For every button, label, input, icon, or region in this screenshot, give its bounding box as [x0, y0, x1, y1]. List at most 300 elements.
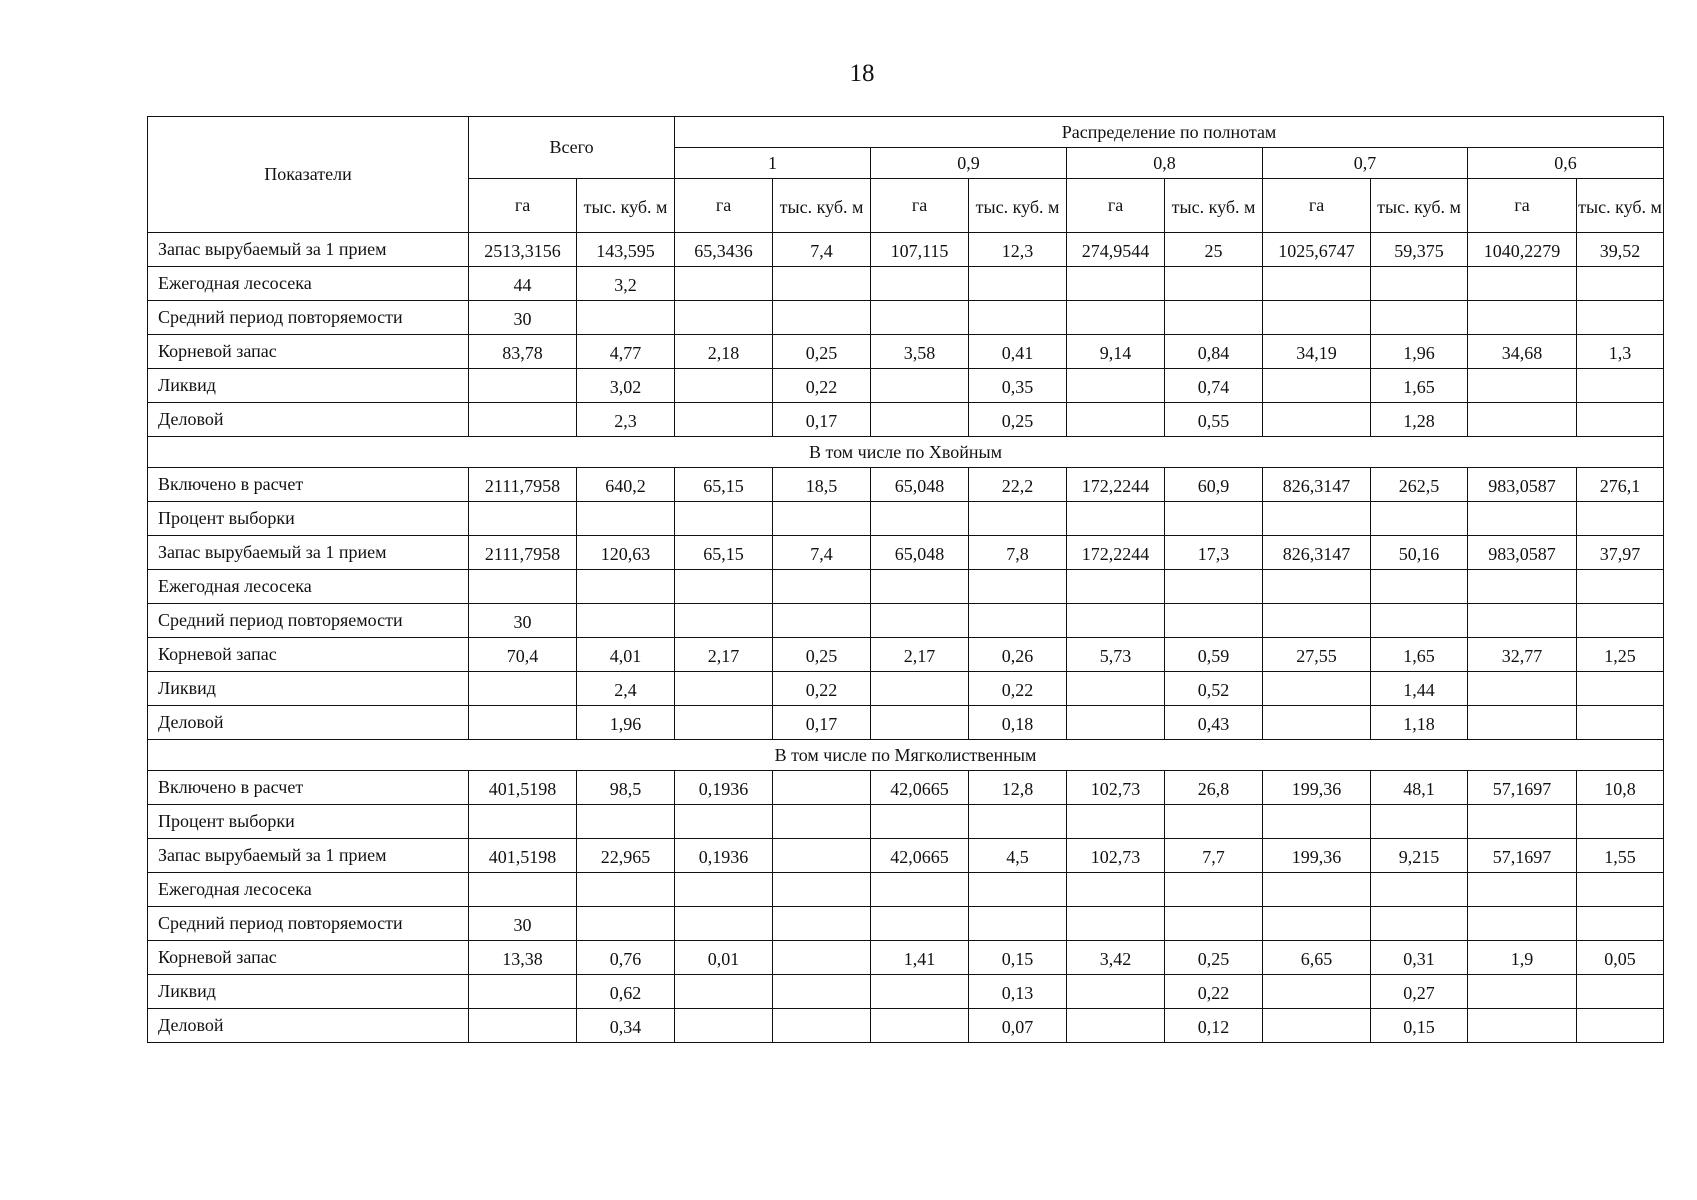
table-cell: 65,3436: [675, 233, 773, 267]
table-cell: [871, 873, 969, 907]
table-cell: 2,17: [871, 638, 969, 672]
table-cell: 9,14: [1067, 335, 1165, 369]
table-cell: [1067, 570, 1165, 604]
table-cell: 0,01: [675, 941, 773, 975]
table-cell: [1067, 267, 1165, 301]
table-cell: [469, 369, 577, 403]
table-cell: [577, 805, 675, 839]
table-cell: 22,965: [577, 839, 675, 873]
table-cell: [1577, 706, 1664, 740]
table-row: [148, 771, 1664, 805]
table-cell: 0,17: [773, 403, 871, 437]
table-cell: 59,375: [1371, 233, 1468, 267]
table-cell: [1468, 805, 1577, 839]
forest-stock-table: [147, 116, 1664, 1043]
table-cell: 2,17: [675, 638, 773, 672]
table-cell: [469, 975, 577, 1009]
unit-area: га: [1067, 179, 1165, 233]
table-cell: 65,15: [675, 468, 773, 502]
table-cell: 172,2244: [1067, 468, 1165, 502]
table-cell: 401,5198: [469, 839, 577, 873]
table-cell: 0,76: [577, 941, 675, 975]
table-cell: [1165, 267, 1263, 301]
table-cell: [1577, 907, 1664, 941]
table-cell: [871, 975, 969, 1009]
table-cell: [871, 570, 969, 604]
table-cell: 0,07: [969, 1009, 1067, 1043]
table-cell: [1468, 403, 1577, 437]
table-cell: 401,5198: [469, 771, 577, 805]
table-cell: [1468, 672, 1577, 706]
table-cell: [1371, 301, 1468, 335]
table-cell: [1263, 672, 1371, 706]
table-cell: 0,25: [969, 403, 1067, 437]
table-cell: 0,22: [773, 672, 871, 706]
table-cell: 0,25: [773, 638, 871, 672]
table-cell: [1067, 975, 1165, 1009]
table-cell: [1263, 267, 1371, 301]
table-cell: 57,1697: [1468, 771, 1577, 805]
table-cell: 0,22: [773, 369, 871, 403]
table-cell: 1025,6747: [1263, 233, 1371, 267]
header-total: Всего: [469, 117, 675, 179]
table-row: [148, 907, 1664, 941]
table-cell: 42,0665: [871, 771, 969, 805]
table-cell: 7,7: [1165, 839, 1263, 873]
table-cell: [469, 805, 577, 839]
table-cell: 143,595: [577, 233, 675, 267]
table-cell: [1263, 1009, 1371, 1043]
table-cell: [1577, 672, 1664, 706]
row-label: Деловой: [148, 706, 469, 740]
table-cell: [1468, 907, 1577, 941]
unit-area: га: [1468, 179, 1577, 233]
row-label: Деловой: [148, 1009, 469, 1043]
table-cell: [871, 502, 969, 536]
table-cell: [1165, 907, 1263, 941]
row-label: Запас вырубаемый за 1 прием: [148, 233, 469, 267]
table-row: [148, 233, 1664, 267]
table-cell: [675, 672, 773, 706]
table-cell: 0,84: [1165, 335, 1263, 369]
table-cell: [577, 873, 675, 907]
table-cell: [1371, 267, 1468, 301]
table-cell: 0,59: [1165, 638, 1263, 672]
row-label: Средний период повторяемости: [148, 301, 469, 335]
table-cell: 1,55: [1577, 839, 1664, 873]
section-row: [148, 740, 1664, 771]
table-cell: 0,1936: [675, 771, 773, 805]
unit-volume: тыс. куб. м: [577, 179, 675, 233]
table-cell: [469, 502, 577, 536]
table-row: [148, 672, 1664, 706]
table-cell: 1,65: [1371, 638, 1468, 672]
table-cell: 2111,7958: [469, 468, 577, 502]
table-cell: 0,15: [1371, 1009, 1468, 1043]
table-cell: 1,44: [1371, 672, 1468, 706]
table-cell: [773, 502, 871, 536]
table-cell: [773, 301, 871, 335]
table-row: [148, 570, 1664, 604]
table-cell: 0,18: [969, 706, 1067, 740]
table-cell: [871, 907, 969, 941]
table-cell: 3,58: [871, 335, 969, 369]
table-row: [148, 468, 1664, 502]
table-cell: [773, 975, 871, 1009]
unit-area: га: [1263, 179, 1371, 233]
table-row: [148, 369, 1664, 403]
table-cell: 107,115: [871, 233, 969, 267]
table-cell: 27,55: [1263, 638, 1371, 672]
table-cell: [469, 1009, 577, 1043]
table-cell: [871, 805, 969, 839]
table-cell: 37,97: [1577, 536, 1664, 570]
table-cell: [1468, 1009, 1577, 1043]
table-cell: [773, 873, 871, 907]
table-cell: [871, 301, 969, 335]
table-cell: 1,96: [577, 706, 675, 740]
table-cell: 1,28: [1371, 403, 1468, 437]
table-cell: [1067, 1009, 1165, 1043]
header-distribution: Распределение по полнотам: [675, 117, 1664, 148]
table-cell: 34,19: [1263, 335, 1371, 369]
table-cell: [969, 907, 1067, 941]
table-cell: 60,9: [1165, 468, 1263, 502]
table-cell: [577, 570, 675, 604]
table-cell: [469, 706, 577, 740]
table-cell: [1468, 267, 1577, 301]
row-label: Средний период повторяемости: [148, 604, 469, 638]
table-cell: 0,62: [577, 975, 675, 1009]
table-cell: 0,35: [969, 369, 1067, 403]
unit-area: га: [675, 179, 773, 233]
table-row: [148, 502, 1664, 536]
table-cell: [675, 403, 773, 437]
table-cell: 276,1: [1577, 468, 1664, 502]
row-label: Ликвид: [148, 369, 469, 403]
table-cell: 0,74: [1165, 369, 1263, 403]
table-cell: 42,0665: [871, 839, 969, 873]
table-cell: [1577, 604, 1664, 638]
table-cell: 83,78: [469, 335, 577, 369]
table-cell: 6,65: [1263, 941, 1371, 975]
table-cell: 0,15: [969, 941, 1067, 975]
table-cell: [1067, 403, 1165, 437]
header-density-0-7: 0,7: [1263, 148, 1468, 179]
table-cell: 13,38: [469, 941, 577, 975]
table-cell: [969, 805, 1067, 839]
table-cell: [1165, 301, 1263, 335]
table-cell: 274,9544: [1067, 233, 1165, 267]
row-label: Ежегодная лесосека: [148, 873, 469, 907]
table-cell: [969, 502, 1067, 536]
row-label: Ежегодная лесосека: [148, 570, 469, 604]
table-cell: 10,8: [1577, 771, 1664, 805]
table-cell: [969, 267, 1067, 301]
table-body: [148, 233, 1664, 1043]
table-cell: [1067, 604, 1165, 638]
table-cell: [1067, 672, 1165, 706]
table-cell: [1263, 706, 1371, 740]
table-cell: 65,048: [871, 468, 969, 502]
table-cell: [675, 873, 773, 907]
table-cell: 102,73: [1067, 771, 1165, 805]
table-cell: [1165, 873, 1263, 907]
table-cell: [1263, 604, 1371, 638]
table-cell: [675, 706, 773, 740]
table-cell: [469, 403, 577, 437]
table-cell: [773, 839, 871, 873]
table-cell: 26,8: [1165, 771, 1263, 805]
table-cell: [871, 403, 969, 437]
table-cell: 199,36: [1263, 771, 1371, 805]
table-cell: 30: [469, 604, 577, 638]
table-cell: 2,4: [577, 672, 675, 706]
table-cell: 826,3147: [1263, 468, 1371, 502]
table-cell: [1067, 369, 1165, 403]
table-cell: [1067, 805, 1165, 839]
table-cell: [675, 570, 773, 604]
table-cell: [1468, 706, 1577, 740]
table-cell: [1371, 805, 1468, 839]
table-row: [148, 335, 1664, 369]
table-cell: 4,01: [577, 638, 675, 672]
table-cell: 0,27: [1371, 975, 1468, 1009]
table-cell: [469, 570, 577, 604]
section-row: [148, 437, 1664, 468]
unit-volume: тыс. куб. м: [969, 179, 1067, 233]
table-cell: [1577, 873, 1664, 907]
table-cell: 983,0587: [1468, 468, 1577, 502]
table-cell: 30: [469, 301, 577, 335]
table-cell: 1,25: [1577, 638, 1664, 672]
table-cell: [773, 570, 871, 604]
table-cell: [1067, 301, 1165, 335]
table-cell: 70,4: [469, 638, 577, 672]
table-cell: [1577, 301, 1664, 335]
table-header: [148, 117, 1664, 233]
table-cell: 1040,2279: [1468, 233, 1577, 267]
table-cell: 32,77: [1468, 638, 1577, 672]
row-label: Корневой запас: [148, 335, 469, 369]
table-row: [148, 403, 1664, 437]
table-cell: [675, 369, 773, 403]
table-cell: 12,3: [969, 233, 1067, 267]
table-cell: 34,68: [1468, 335, 1577, 369]
table-cell: 2,3: [577, 403, 675, 437]
table-cell: 30: [469, 907, 577, 941]
table-row: [148, 706, 1664, 740]
table-cell: [577, 604, 675, 638]
table-cell: 4,77: [577, 335, 675, 369]
table-cell: [1371, 570, 1468, 604]
table-cell: 0,34: [577, 1009, 675, 1043]
table-cell: 1,65: [1371, 369, 1468, 403]
row-label: Ликвид: [148, 975, 469, 1009]
table-cell: [871, 1009, 969, 1043]
table-row: [148, 975, 1664, 1009]
table-cell: [773, 771, 871, 805]
table-row: [148, 638, 1664, 672]
table-cell: 0,31: [1371, 941, 1468, 975]
table-cell: 0,25: [1165, 941, 1263, 975]
table-cell: [1165, 805, 1263, 839]
table-cell: [1577, 502, 1664, 536]
table-cell: [1263, 301, 1371, 335]
table-cell: [1263, 975, 1371, 1009]
table-cell: [1577, 403, 1664, 437]
table-cell: 2513,3156: [469, 233, 577, 267]
table-cell: 65,048: [871, 536, 969, 570]
table-cell: 1,96: [1371, 335, 1468, 369]
table-cell: [871, 369, 969, 403]
table-cell: [1165, 570, 1263, 604]
table-cell: [1067, 502, 1165, 536]
table-cell: 1,3: [1577, 335, 1664, 369]
table-cell: 2111,7958: [469, 536, 577, 570]
table-cell: [1577, 805, 1664, 839]
table-cell: 7,4: [773, 536, 871, 570]
table-cell: [1468, 873, 1577, 907]
table-cell: 25: [1165, 233, 1263, 267]
table-cell: 9,215: [1371, 839, 1468, 873]
table-cell: 120,63: [577, 536, 675, 570]
row-label: Включено в расчет: [148, 468, 469, 502]
table-cell: [1263, 502, 1371, 536]
unit-volume: тыс. куб. м: [1371, 179, 1468, 233]
table-row: [148, 805, 1664, 839]
table-cell: 0,12: [1165, 1009, 1263, 1043]
table-cell: 3,02: [577, 369, 675, 403]
table-cell: 44: [469, 267, 577, 301]
header-density-0-8: 0,8: [1067, 148, 1263, 179]
row-label: Деловой: [148, 403, 469, 437]
table-cell: 172,2244: [1067, 536, 1165, 570]
table-row: [148, 839, 1664, 873]
table-row: [148, 1009, 1664, 1043]
row-label: Ликвид: [148, 672, 469, 706]
table-cell: [773, 805, 871, 839]
table-row: [148, 604, 1664, 638]
section-title: В том числе по Мягколиственным: [148, 740, 1664, 771]
table-cell: [675, 502, 773, 536]
table-cell: [1577, 267, 1664, 301]
table-cell: [675, 805, 773, 839]
table-cell: [1468, 502, 1577, 536]
row-label: Ежегодная лесосека: [148, 267, 469, 301]
table-cell: [1468, 975, 1577, 1009]
section-title: В том числе по Хвойным: [148, 437, 1664, 468]
table-cell: 17,3: [1165, 536, 1263, 570]
unit-volume: тыс. куб. м: [773, 179, 871, 233]
table-cell: 640,2: [577, 468, 675, 502]
unit-volume: тыс. куб. м: [1165, 179, 1263, 233]
table-row: [148, 301, 1664, 335]
table-cell: 4,5: [969, 839, 1067, 873]
table-cell: [1263, 907, 1371, 941]
table-cell: 983,0587: [1468, 536, 1577, 570]
table-cell: 65,15: [675, 536, 773, 570]
table-cell: [675, 1009, 773, 1043]
table-cell: [969, 570, 1067, 604]
table-cell: [1067, 907, 1165, 941]
table-cell: 826,3147: [1263, 536, 1371, 570]
table-cell: [1263, 403, 1371, 437]
table-cell: [1263, 369, 1371, 403]
table-cell: [969, 604, 1067, 638]
table-cell: 0,55: [1165, 403, 1263, 437]
table-cell: [577, 502, 675, 536]
table-cell: [1067, 873, 1165, 907]
table-cell: [871, 604, 969, 638]
table-cell: [675, 975, 773, 1009]
table-cell: 0,52: [1165, 672, 1263, 706]
table-cell: [1371, 873, 1468, 907]
row-label: Средний период повторяемости: [148, 907, 469, 941]
table-cell: 12,8: [969, 771, 1067, 805]
table-cell: [1263, 570, 1371, 604]
table-cell: [969, 873, 1067, 907]
table-row: [148, 267, 1664, 301]
table-cell: 22,2: [969, 468, 1067, 502]
table-cell: 2,18: [675, 335, 773, 369]
table-cell: [1263, 873, 1371, 907]
table-cell: [1371, 604, 1468, 638]
table-row: [148, 941, 1664, 975]
row-label: Корневой запас: [148, 941, 469, 975]
row-label: Процент выборки: [148, 805, 469, 839]
table-cell: [577, 301, 675, 335]
table-row: [148, 873, 1664, 907]
table-cell: 0,41: [969, 335, 1067, 369]
table-cell: [1371, 502, 1468, 536]
header-density-0-9: 0,9: [871, 148, 1067, 179]
header-indicator: Показатели: [148, 117, 469, 233]
header-density-1: 1: [675, 148, 871, 179]
table-cell: [773, 1009, 871, 1043]
table-cell: [469, 672, 577, 706]
table-cell: [1263, 805, 1371, 839]
table-row: [148, 536, 1664, 570]
table-cell: 7,8: [969, 536, 1067, 570]
table-cell: [1468, 604, 1577, 638]
table-cell: 3,42: [1067, 941, 1165, 975]
table-cell: 1,41: [871, 941, 969, 975]
table-cell: [1577, 369, 1664, 403]
table-cell: [675, 907, 773, 941]
table-cell: 0,17: [773, 706, 871, 740]
table-cell: 98,5: [577, 771, 675, 805]
table-cell: 199,36: [1263, 839, 1371, 873]
table-cell: [773, 907, 871, 941]
table-cell: [773, 267, 871, 301]
table-cell: [1165, 502, 1263, 536]
row-label: Включено в расчет: [148, 771, 469, 805]
table-cell: 0,43: [1165, 706, 1263, 740]
table-cell: 3,2: [577, 267, 675, 301]
table-cell: 1,18: [1371, 706, 1468, 740]
table-cell: 0,05: [1577, 941, 1664, 975]
row-label: Корневой запас: [148, 638, 469, 672]
table-cell: [1468, 301, 1577, 335]
table-cell: [871, 672, 969, 706]
row-label: Запас вырубаемый за 1 прием: [148, 839, 469, 873]
unit-area: га: [469, 179, 577, 233]
table-cell: 0,25: [773, 335, 871, 369]
table-cell: 5,73: [1067, 638, 1165, 672]
table-cell: 48,1: [1371, 771, 1468, 805]
table-cell: 0,13: [969, 975, 1067, 1009]
